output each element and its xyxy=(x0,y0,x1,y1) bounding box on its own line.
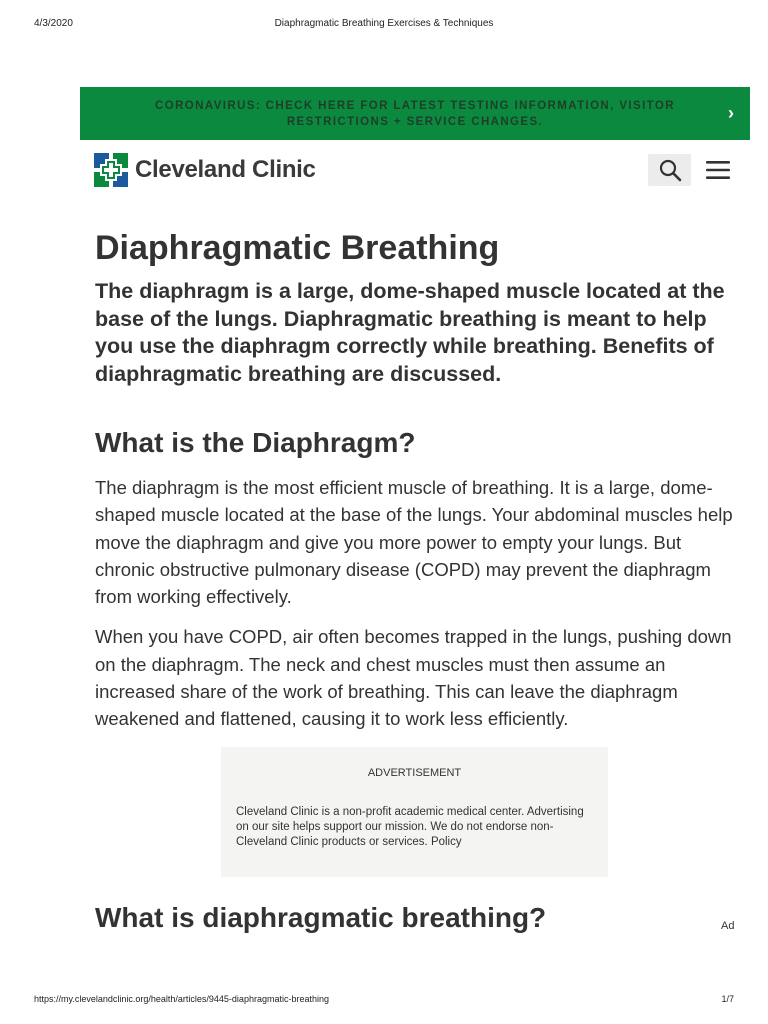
search-icon xyxy=(658,158,682,182)
page-title: Diaphragmatic Breathing xyxy=(95,229,500,267)
advertisement-label: ADVERTISEMENT xyxy=(367,767,462,779)
print-url: https://my.clevelandclinic.org/health/articles/9445-diaphragmatic-breathing xyxy=(34,994,329,1004)
advertisement-disclaimer: Cleveland Clinic is a non-profit academic medical center. Advertising on our site helps support our mission. We do not endorse non-Cleveland Clinic products or services. Policy xyxy=(236,806,584,848)
print-document-title: Diaphragmatic Breathing Exercises & Techniques xyxy=(274,18,494,29)
article-body xyxy=(95,228,740,733)
section-heading-diaphragmatic-breathing: What is diaphragmatic breathing? xyxy=(95,902,547,933)
section-heading-diaphragm: What is the Diaphragm? xyxy=(95,427,416,458)
paragraph: The diaphragm is the most efficient muscle of breathing. It is a large, dome-shaped muscle located at the base of the lungs. Your abdominal muscles help move the diaphragm and give you more power to empty your lungs. But chronic obstructive pulmonary disease (COPD) may prevent the diaphragm from working effectively. xyxy=(95,477,733,608)
advertisement-box xyxy=(221,747,608,877)
cleveland-clinic-cross-icon xyxy=(94,153,128,187)
section-heading-cutoff-wrapper xyxy=(95,897,715,933)
article-summary: The diaphragm is a large, dome-shaped muscle located at the base of the lungs. Diaphragmatic breathing is meant to help you use the diaphragm correctly while breathing. Benefits of diaphragmatic breathing are discussed. xyxy=(95,279,725,386)
logo-wordmark: Cleveland Clinic xyxy=(135,156,316,183)
site-header xyxy=(80,145,750,197)
coronavirus-alert-banner[interactable] xyxy=(80,87,750,140)
print-date: 4/3/2020 xyxy=(34,18,73,29)
print-header xyxy=(0,18,768,30)
chevron-right-icon: › xyxy=(728,103,734,123)
banner-text: CORONAVIRUS: CHECK HERE FOR LATEST TESTING INFORMATION, VISITOR RESTRICTIONS + SERVICE CHANGES. xyxy=(155,99,675,128)
menu-button[interactable] xyxy=(703,155,733,185)
paragraph: When you have COPD, air often becomes trapped in the lungs, pushing down on the diaphragm. The neck and chest muscles must then assume an increased share of the work of breathing. This can leave the diaphragm weakened and flattened, causing it to work less efficiently. xyxy=(95,626,732,730)
ad-tag: Ad xyxy=(721,920,735,932)
print-page-number: 1/7 xyxy=(721,994,734,1004)
hamburger-menu-icon xyxy=(706,160,730,180)
site-logo[interactable] xyxy=(94,153,316,187)
search-button[interactable] xyxy=(648,154,691,186)
